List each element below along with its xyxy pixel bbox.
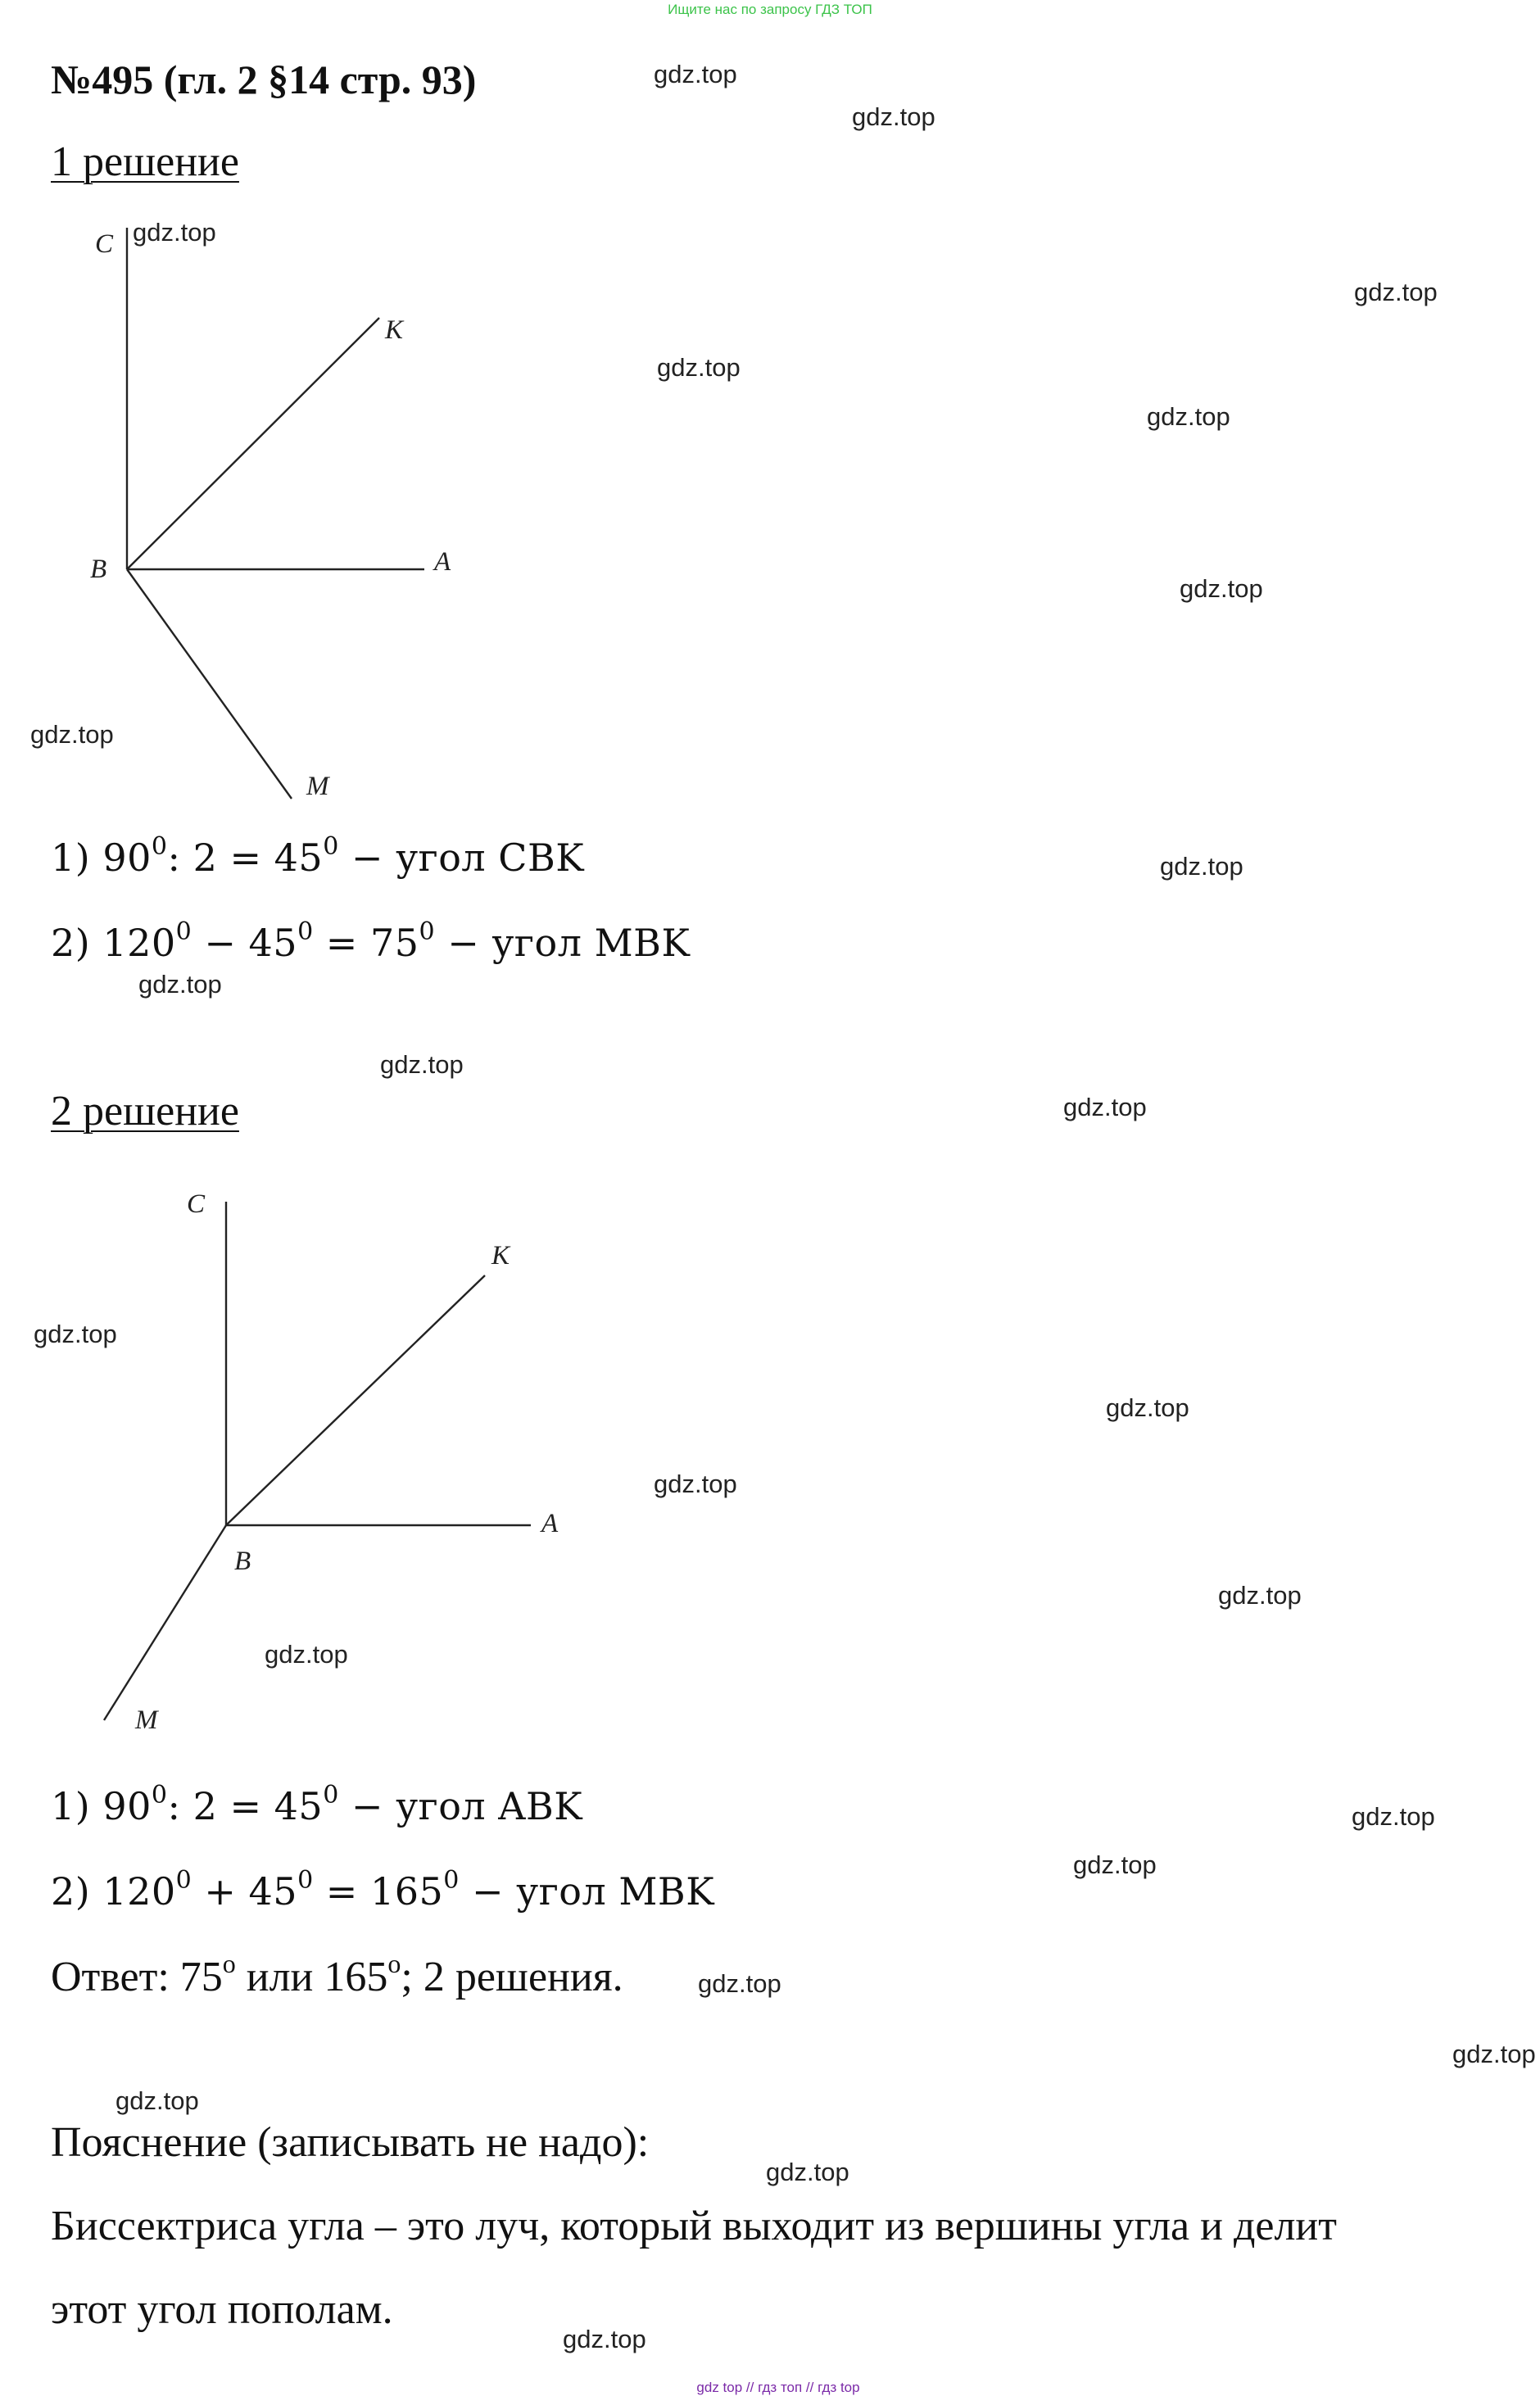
watermark: gdz.top: [1147, 402, 1230, 431]
point-label-b: B: [90, 555, 107, 584]
watermark: gdz.top: [698, 1969, 781, 1998]
answer-line: Ответ: $75^о$ или $165^о$; 2 решения.: [51, 1949, 623, 2000]
point-label-k: K: [491, 1241, 510, 1270]
explanation-line-1: Биссектриса угла – это луч, который выходит из вершины угла и делит: [51, 2203, 1337, 2249]
point-label-b: B: [234, 1547, 251, 1576]
watermark: gdz.top: [265, 1640, 348, 1669]
footer-links[interactable]: gdz top // гдз топ // гдз top: [696, 2380, 860, 2395]
point-label-k: K: [385, 315, 404, 345]
solution-1-diagram: [0, 205, 491, 801]
watermark: gdz.top: [380, 1050, 464, 1079]
watermark: gdz.top: [116, 2086, 199, 2115]
watermark: gdz.top: [138, 970, 222, 999]
point-label-a: A: [541, 1509, 559, 1538]
watermark: gdz.top: [34, 1320, 117, 1348]
watermark: gdz.top: [657, 353, 741, 382]
point-label-a: A: [434, 547, 451, 577]
solution-2-step-2: 2) $120^0 + 45^0 = 165^0$ − угол MBK: [51, 1866, 715, 1914]
solution-2-step-1: 1) $90^0$: $2 = 45^0$ − угол ABK: [51, 1781, 583, 1828]
watermark: gdz.top: [563, 2325, 646, 2353]
point-label-m: M: [135, 1705, 158, 1735]
explanation-line-2: этот угол пополам.: [51, 2286, 393, 2333]
solution-1-heading: 1 решение: [51, 138, 239, 185]
watermark: gdz.top: [1063, 1093, 1147, 1121]
solution-2-heading: 2 решение: [51, 1088, 239, 1135]
watermark: gdz.top: [766, 2158, 849, 2186]
ray-bm: [127, 569, 292, 799]
watermark: gdz.top: [1160, 852, 1243, 881]
watermark: gdz.top: [1354, 278, 1438, 306]
point-label-m: M: [306, 772, 329, 801]
watermark: gdz.top: [1452, 2040, 1536, 2068]
top-banner: Ищите нас по запросу ГДЗ ТОП: [668, 2, 872, 17]
watermark: gdz.top: [1073, 1850, 1157, 1879]
watermark: gdz.top: [852, 102, 935, 131]
point-label-c: C: [95, 229, 114, 259]
ray-bm: [104, 1525, 226, 1720]
watermark: gdz.top: [1180, 574, 1263, 603]
ray-bk: [226, 1275, 485, 1525]
watermark: gdz.top: [1218, 1581, 1302, 1610]
explanation-heading: Пояснение (записывать не надо):: [51, 2119, 650, 2166]
watermark: gdz.top: [1352, 1802, 1435, 1831]
watermark: gdz.top: [654, 1470, 737, 1498]
point-label-c: C: [187, 1189, 206, 1219]
watermark: gdz.top: [133, 218, 216, 247]
watermark: gdz.top: [654, 60, 737, 88]
watermark: gdz.top: [30, 720, 114, 749]
solution-1-step-2: 2) $120^0 - 45^0 = 75^0$ − угол MBK: [51, 917, 691, 965]
watermark: gdz.top: [1106, 1393, 1189, 1422]
solution-1-step-1: 1) $90^0$: $2 = 45^0$ − угол CBK: [51, 832, 585, 880]
ray-bk: [127, 318, 379, 569]
page-title: №495 (гл. 2 §14 стр. 93): [51, 57, 477, 102]
